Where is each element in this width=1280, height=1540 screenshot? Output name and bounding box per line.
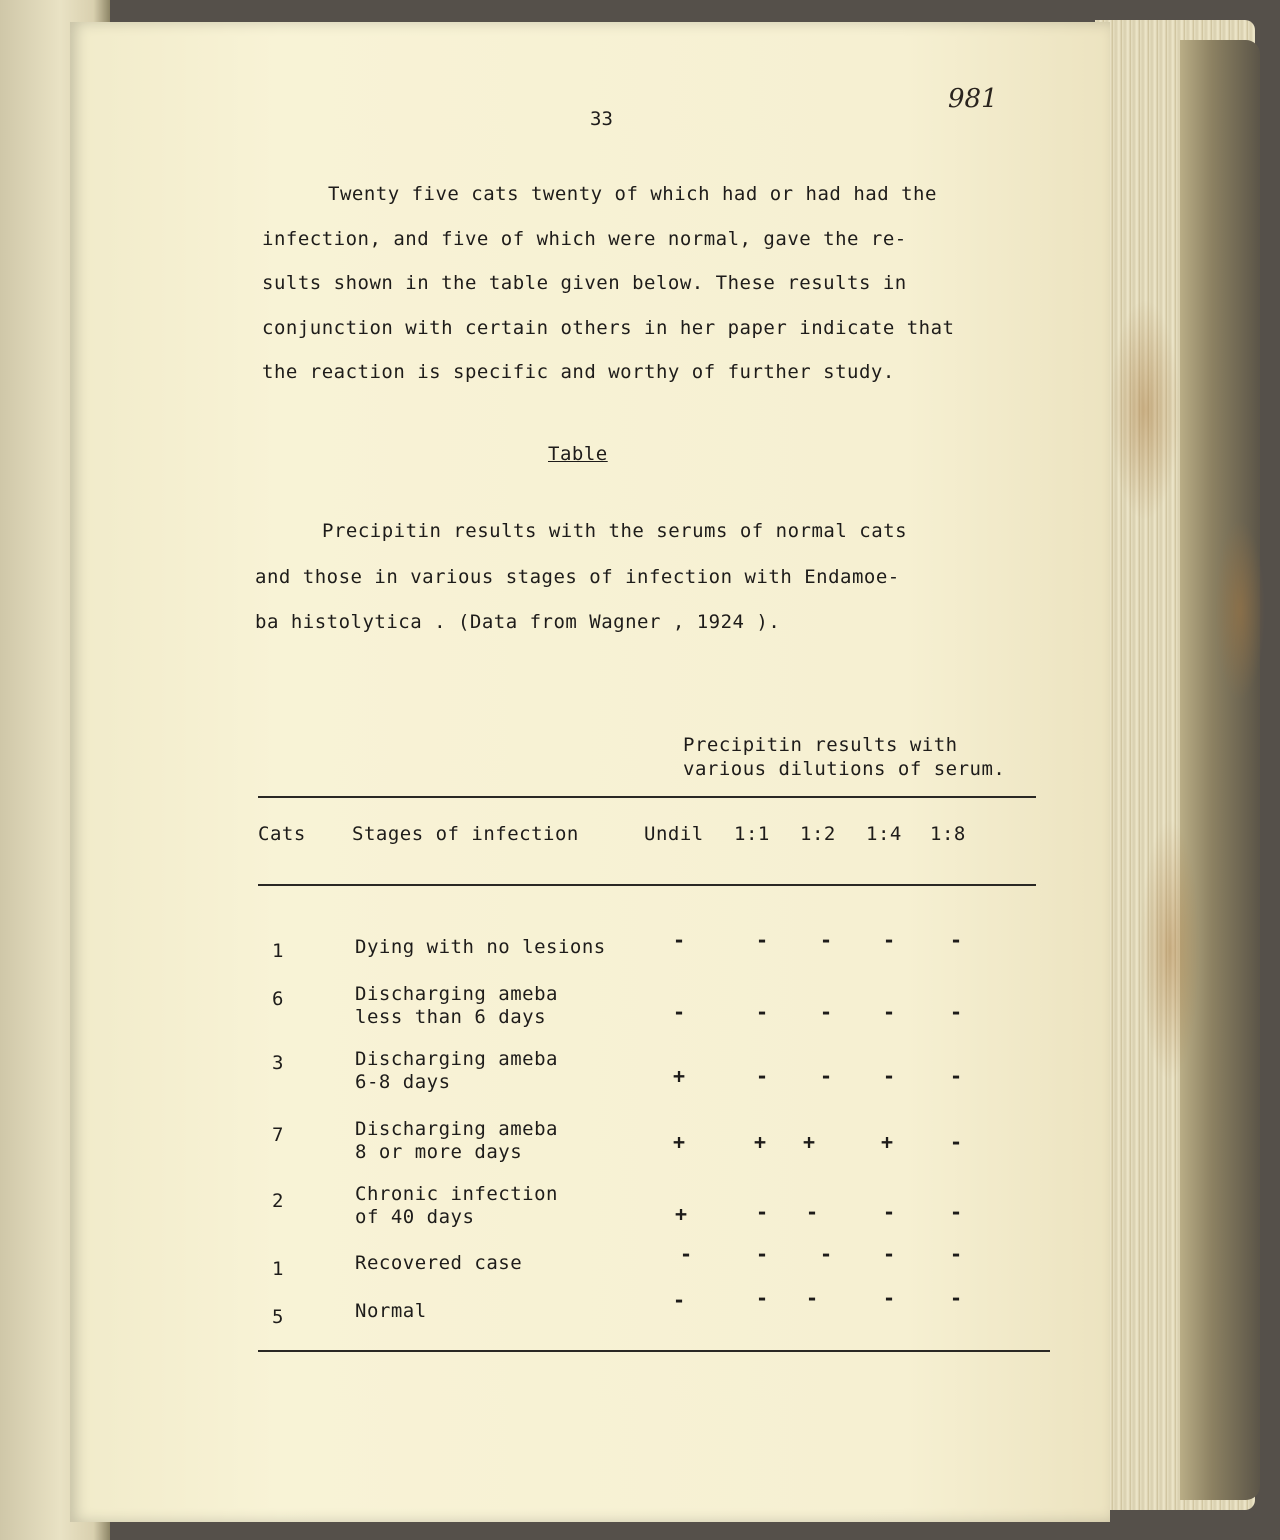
- stage-line: 6-8 days: [355, 1071, 451, 1093]
- stain: [1215, 520, 1265, 700]
- dilution-header: [683, 733, 1005, 781]
- result-1-4: -: [883, 1064, 896, 1088]
- result-1-1: -: [756, 928, 769, 952]
- row-stage: [355, 1252, 522, 1275]
- result-1-8: -: [950, 1064, 963, 1088]
- result-1-1: -: [756, 1200, 769, 1224]
- result-1-2: -: [820, 1242, 833, 1266]
- row-stage: [355, 1048, 558, 1094]
- body-paragraph: [262, 172, 1042, 395]
- paragraph-line: conjunction with certain others in her paper indicate that: [262, 316, 955, 339]
- row-cats-count: 1: [272, 940, 284, 962]
- result-1-8: -: [950, 928, 963, 952]
- stage-line: less than 6 days: [355, 1006, 547, 1028]
- result-1-8: -: [950, 1286, 963, 1310]
- result-1-1: +: [754, 1130, 767, 1154]
- paragraph-line: the reaction is specific and worthy of further study.: [262, 361, 895, 383]
- result-undil: -: [680, 1242, 693, 1266]
- column-header-stages: Stages of infection: [352, 823, 579, 845]
- caption-line: ba histolytica . (Data from Wagner , 1924 ).: [255, 611, 781, 633]
- result-undil: -: [673, 1288, 686, 1312]
- result-1-2: -: [820, 1064, 833, 1088]
- row-cats-count: 6: [272, 988, 284, 1010]
- result-1-8: -: [950, 1200, 963, 1224]
- table-caption: [255, 509, 907, 646]
- column-header-1-8: 1:8: [930, 823, 966, 845]
- result-1-2: -: [820, 1000, 833, 1024]
- result-undil: -: [673, 1000, 686, 1024]
- column-header-cats: Cats: [258, 823, 306, 845]
- result-undil: +: [673, 1130, 686, 1154]
- row-cats-count: 3: [272, 1052, 284, 1074]
- row-stage: [355, 1183, 558, 1229]
- result-undil: +: [675, 1202, 688, 1226]
- stage-line: Chronic infection: [355, 1183, 558, 1205]
- stage-line: Discharging ameba: [355, 983, 558, 1005]
- stage-line: Dying with no lesions: [355, 936, 606, 958]
- result-1-8: -: [950, 1242, 963, 1266]
- row-stage: [355, 1300, 427, 1323]
- column-header-undil: Undil: [644, 823, 704, 845]
- table-heading: Table: [548, 443, 608, 465]
- table-rule-bottom: [258, 1350, 1050, 1352]
- result-undil: -: [673, 928, 686, 952]
- result-1-4: -: [883, 928, 896, 952]
- result-1-2: -: [806, 1286, 819, 1310]
- stage-line: Recovered case: [355, 1252, 523, 1274]
- column-header-1-4: 1:4: [866, 823, 902, 845]
- result-1-2: -: [806, 1200, 819, 1224]
- row-cats-count: 7: [272, 1124, 284, 1146]
- paragraph-line: Twenty five cats twenty of which had or had had the: [328, 183, 937, 205]
- caption-line: Precipitin results with the serums of normal cats: [322, 520, 908, 542]
- paragraph-line: infection, and five of which were normal, gave the re-: [262, 227, 907, 250]
- stage-line: Discharging ameba: [355, 1118, 558, 1140]
- row-stage: [355, 1118, 558, 1164]
- table-rule-header: [258, 884, 1036, 886]
- result-1-1: -: [756, 1064, 769, 1088]
- result-1-4: -: [883, 1000, 896, 1024]
- stage-line: Discharging ameba: [355, 1048, 558, 1070]
- row-cats-count: 1: [272, 1258, 284, 1280]
- result-1-8: -: [950, 1130, 963, 1154]
- result-1-1: -: [756, 1242, 769, 1266]
- stain: [1140, 820, 1200, 1080]
- column-header-1-2: 1:2: [800, 823, 836, 845]
- row-stage: [355, 983, 558, 1029]
- page-number: 33: [590, 108, 613, 130]
- result-1-1: -: [756, 1000, 769, 1024]
- dilution-header-line: Precipitin results with: [683, 734, 958, 756]
- result-undil: +: [673, 1064, 686, 1088]
- column-header-1-1: 1:1: [734, 823, 770, 845]
- result-1-1: -: [756, 1286, 769, 1310]
- result-1-4: +: [881, 1130, 894, 1154]
- result-1-2: -: [820, 928, 833, 952]
- result-1-4: -: [883, 1286, 896, 1310]
- caption-line: and those in various stages of infection with Endamoe-: [255, 565, 900, 588]
- handwritten-page-number: 981: [948, 84, 998, 114]
- paragraph-line: sults shown in the table given below. These results in: [262, 272, 907, 294]
- result-1-4: -: [883, 1242, 896, 1266]
- stage-line: 8 or more days: [355, 1141, 523, 1163]
- result-1-4: -: [883, 1200, 896, 1224]
- result-1-2: +: [803, 1130, 816, 1154]
- book-spine: [1180, 40, 1260, 1500]
- row-stage: [355, 936, 606, 959]
- result-1-8: -: [950, 1000, 963, 1024]
- stain: [1110, 300, 1180, 520]
- dilution-header-line: various dilutions of serum.: [683, 758, 1006, 780]
- stage-line: Normal: [355, 1300, 427, 1322]
- row-cats-count: 2: [272, 1190, 284, 1212]
- table-rule-top: [258, 796, 1036, 798]
- row-cats-count: 5: [272, 1306, 284, 1328]
- stage-line: of 40 days: [355, 1206, 475, 1228]
